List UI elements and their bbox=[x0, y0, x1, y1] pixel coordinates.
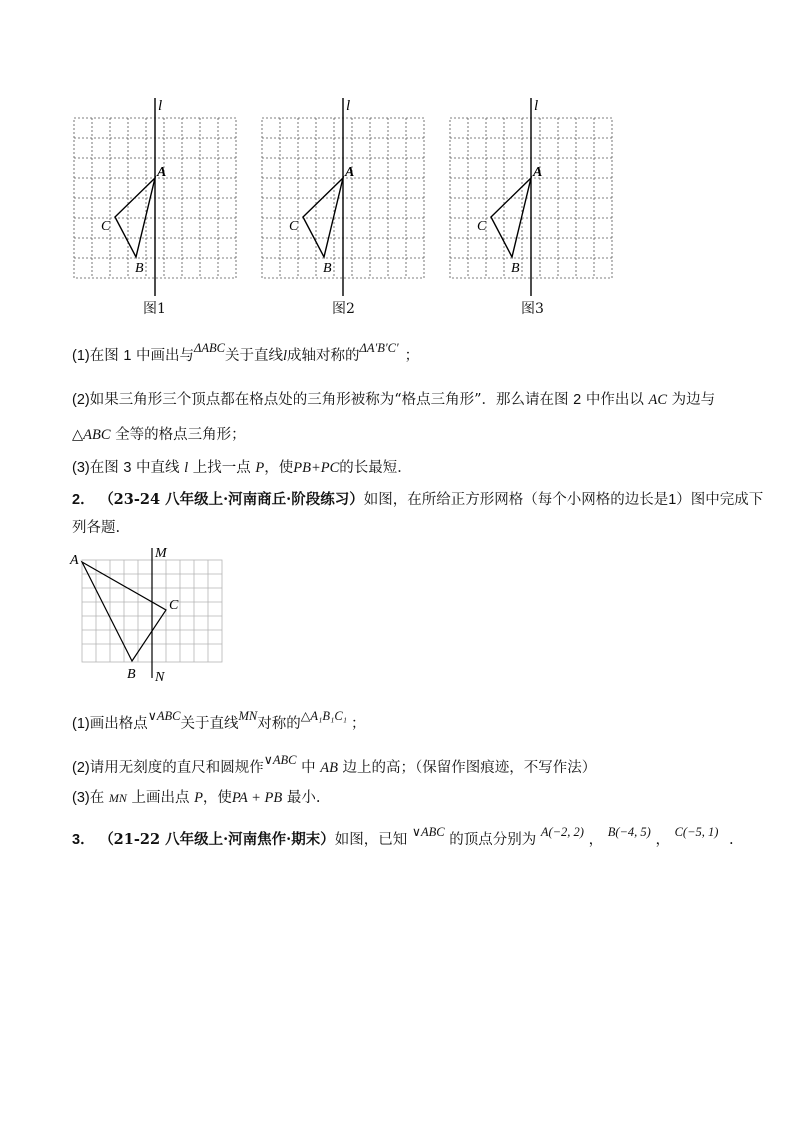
q1-part3-text-1: 在图 bbox=[89, 460, 119, 476]
q2-part2-ab: AB bbox=[320, 760, 338, 776]
label-a: A bbox=[533, 165, 543, 180]
q2-part2-text-1: 请用无刻度的直尺和圆规作 bbox=[89, 760, 264, 776]
q1-part2-triangle-sign: △ bbox=[72, 427, 84, 443]
q2-part1-text-1: 画出格点 bbox=[89, 716, 148, 732]
q2-part1-text-4: ； bbox=[351, 716, 366, 732]
q1-part1-text-3: 关于直线 bbox=[224, 348, 283, 364]
q1-part2-ac: AC bbox=[648, 392, 667, 408]
q1-part3-line-l: l bbox=[184, 460, 189, 476]
q3-header bbox=[72, 825, 734, 850]
q2-part2-text-3: 边上的高；（保留作图痕迹，不写作法） bbox=[342, 760, 597, 776]
q1-part1-text-2: 中画出与 bbox=[136, 348, 195, 364]
q1-part3-expr: PB+PC bbox=[293, 460, 340, 476]
figure-2-caption: 图2 bbox=[332, 301, 355, 317]
figure-3-caption: 图3 bbox=[521, 301, 544, 317]
figure-3 bbox=[436, 92, 626, 322]
q1-part1-text-1: 在图 bbox=[89, 348, 119, 364]
q1-part2-number: (2) bbox=[72, 392, 90, 408]
q3-number: 3． bbox=[72, 832, 95, 848]
figure-2 bbox=[248, 92, 438, 322]
q2-one: 1 bbox=[668, 492, 677, 508]
q1-part3-text-2: 中直线 bbox=[136, 460, 180, 476]
label-c: C bbox=[289, 219, 299, 234]
q1-part3 bbox=[72, 458, 412, 478]
q2-part1-number: (1) bbox=[72, 716, 90, 732]
q1-part2-line1 bbox=[72, 390, 715, 410]
q2-part2-number: (2) bbox=[72, 760, 90, 776]
q2-part1-mn: MN bbox=[238, 709, 258, 723]
q3-text-2: 的顶点分别为 bbox=[449, 832, 537, 848]
q2-text-2: ）图中完成下 bbox=[676, 492, 764, 508]
triangle-abc bbox=[115, 178, 155, 257]
q1-part3-text-5: 的长最短． bbox=[339, 460, 412, 476]
q1-part3-fig-number: 3 bbox=[123, 460, 132, 476]
q2-header-line2: 列各题. bbox=[72, 520, 121, 536]
q3-point-b: B(−4, 5) bbox=[607, 825, 651, 839]
q1-part1 bbox=[72, 341, 420, 366]
q1-part2-abc: ABC bbox=[83, 427, 111, 443]
q2-part1-text-3: 对称的 bbox=[257, 716, 301, 732]
label-a: A bbox=[157, 165, 167, 180]
q1-part1-text-5: ； bbox=[404, 348, 420, 364]
q2-part3-number: (3) bbox=[72, 790, 90, 806]
figure-1-caption: 图1 bbox=[143, 301, 166, 317]
q2-label-b: B bbox=[127, 667, 136, 682]
q2-part3 bbox=[72, 788, 320, 808]
q3-end: . bbox=[729, 832, 734, 848]
q2-text-1: 如图，在所给正方形网格（每个小网格的边长是 bbox=[363, 492, 669, 508]
label-l: l bbox=[158, 98, 163, 114]
q2-part2 bbox=[72, 753, 597, 778]
q1-part2-line2 bbox=[72, 425, 246, 445]
q2-label-c: C bbox=[169, 598, 179, 613]
q2-part3-text-1: 在 bbox=[89, 790, 105, 806]
q3-point-c: C(−5, 1) bbox=[674, 825, 719, 839]
q3-sep-2: ， bbox=[655, 832, 670, 848]
q2-label-a: A bbox=[70, 553, 79, 568]
label-b: B bbox=[511, 261, 520, 276]
q1-part2-text-2: 中作出以 bbox=[585, 392, 644, 408]
q1-part1-number: (1) bbox=[72, 348, 90, 364]
q1-part1-triangle-prime: ΔA′B′C′ bbox=[359, 341, 399, 355]
q1-part2-text-3: 为边与 bbox=[671, 392, 716, 408]
q1-part1-text-4: 成轴对称的 bbox=[287, 348, 360, 364]
q2-part3-mn: MN bbox=[108, 791, 127, 805]
q3-text-1: 如图，已知 bbox=[334, 832, 408, 848]
figure-1 bbox=[60, 92, 250, 322]
label-a: A bbox=[345, 165, 355, 180]
q2-part2-triangle: ∨ABC bbox=[263, 753, 297, 767]
q3-source: （21-22 八年级上·河南焦作·期末） bbox=[99, 831, 335, 848]
q2-part3-expr: PA + PB bbox=[231, 790, 283, 806]
q3-sep-1: ， bbox=[588, 832, 604, 848]
q2-part1-triangle: ∨ABC bbox=[147, 709, 181, 723]
q3-point-a: A(−2, 2) bbox=[540, 825, 584, 839]
triangle-abc bbox=[491, 178, 531, 257]
q2-header-line1 bbox=[72, 490, 763, 510]
q2-number: 2． bbox=[72, 492, 95, 508]
q2-part3-text-3: ，使 bbox=[202, 790, 232, 806]
triangle-abc bbox=[303, 178, 343, 257]
q2-part2-text-2: 中 bbox=[301, 760, 316, 776]
q2-label-m: M bbox=[155, 546, 167, 561]
q1-part3-text-4: ，使 bbox=[264, 460, 294, 476]
q1-part1-triangle: ΔABC bbox=[194, 341, 225, 355]
q1-part3-point-p: P bbox=[255, 460, 265, 476]
label-c: C bbox=[101, 219, 111, 234]
q2-part1-triangle-a1b1c1: △A₁B₁C₁ bbox=[300, 709, 348, 723]
q1-part2-text-1: 如果三角形三个顶点都在格点处的三角形被称为“格点三角形”．那么请在图 bbox=[89, 392, 569, 408]
q3-triangle: ∨ABC bbox=[411, 825, 445, 839]
label-c: C bbox=[477, 219, 487, 234]
label-b: B bbox=[323, 261, 332, 276]
label-b: B bbox=[135, 261, 144, 276]
q2-figure bbox=[66, 540, 236, 686]
label-l: l bbox=[534, 98, 539, 114]
q1-part3-number: (3) bbox=[72, 460, 90, 476]
q2-part3-text-2: 上画出点 bbox=[131, 790, 190, 806]
label-l: l bbox=[346, 98, 351, 114]
q1-part1-line-l: l bbox=[282, 348, 288, 364]
q2-part1 bbox=[72, 709, 366, 734]
q1-part2-fig-number: 2 bbox=[573, 392, 582, 408]
q1-part2-text-4: 全等的格点三角形； bbox=[115, 427, 246, 443]
q1-part1-fig-number: 1 bbox=[123, 348, 132, 364]
q2-part3-text-4: 最小. bbox=[286, 790, 321, 806]
q1-part3-text-3: 上找一点 bbox=[192, 460, 251, 476]
q2-source: （23-24 八年级上·河南商丘·阶段练习） bbox=[99, 491, 364, 508]
q2-label-n: N bbox=[155, 670, 165, 685]
q2-part3-point-p: P bbox=[194, 790, 203, 806]
q2-part1-text-2: 关于直线 bbox=[180, 716, 239, 732]
